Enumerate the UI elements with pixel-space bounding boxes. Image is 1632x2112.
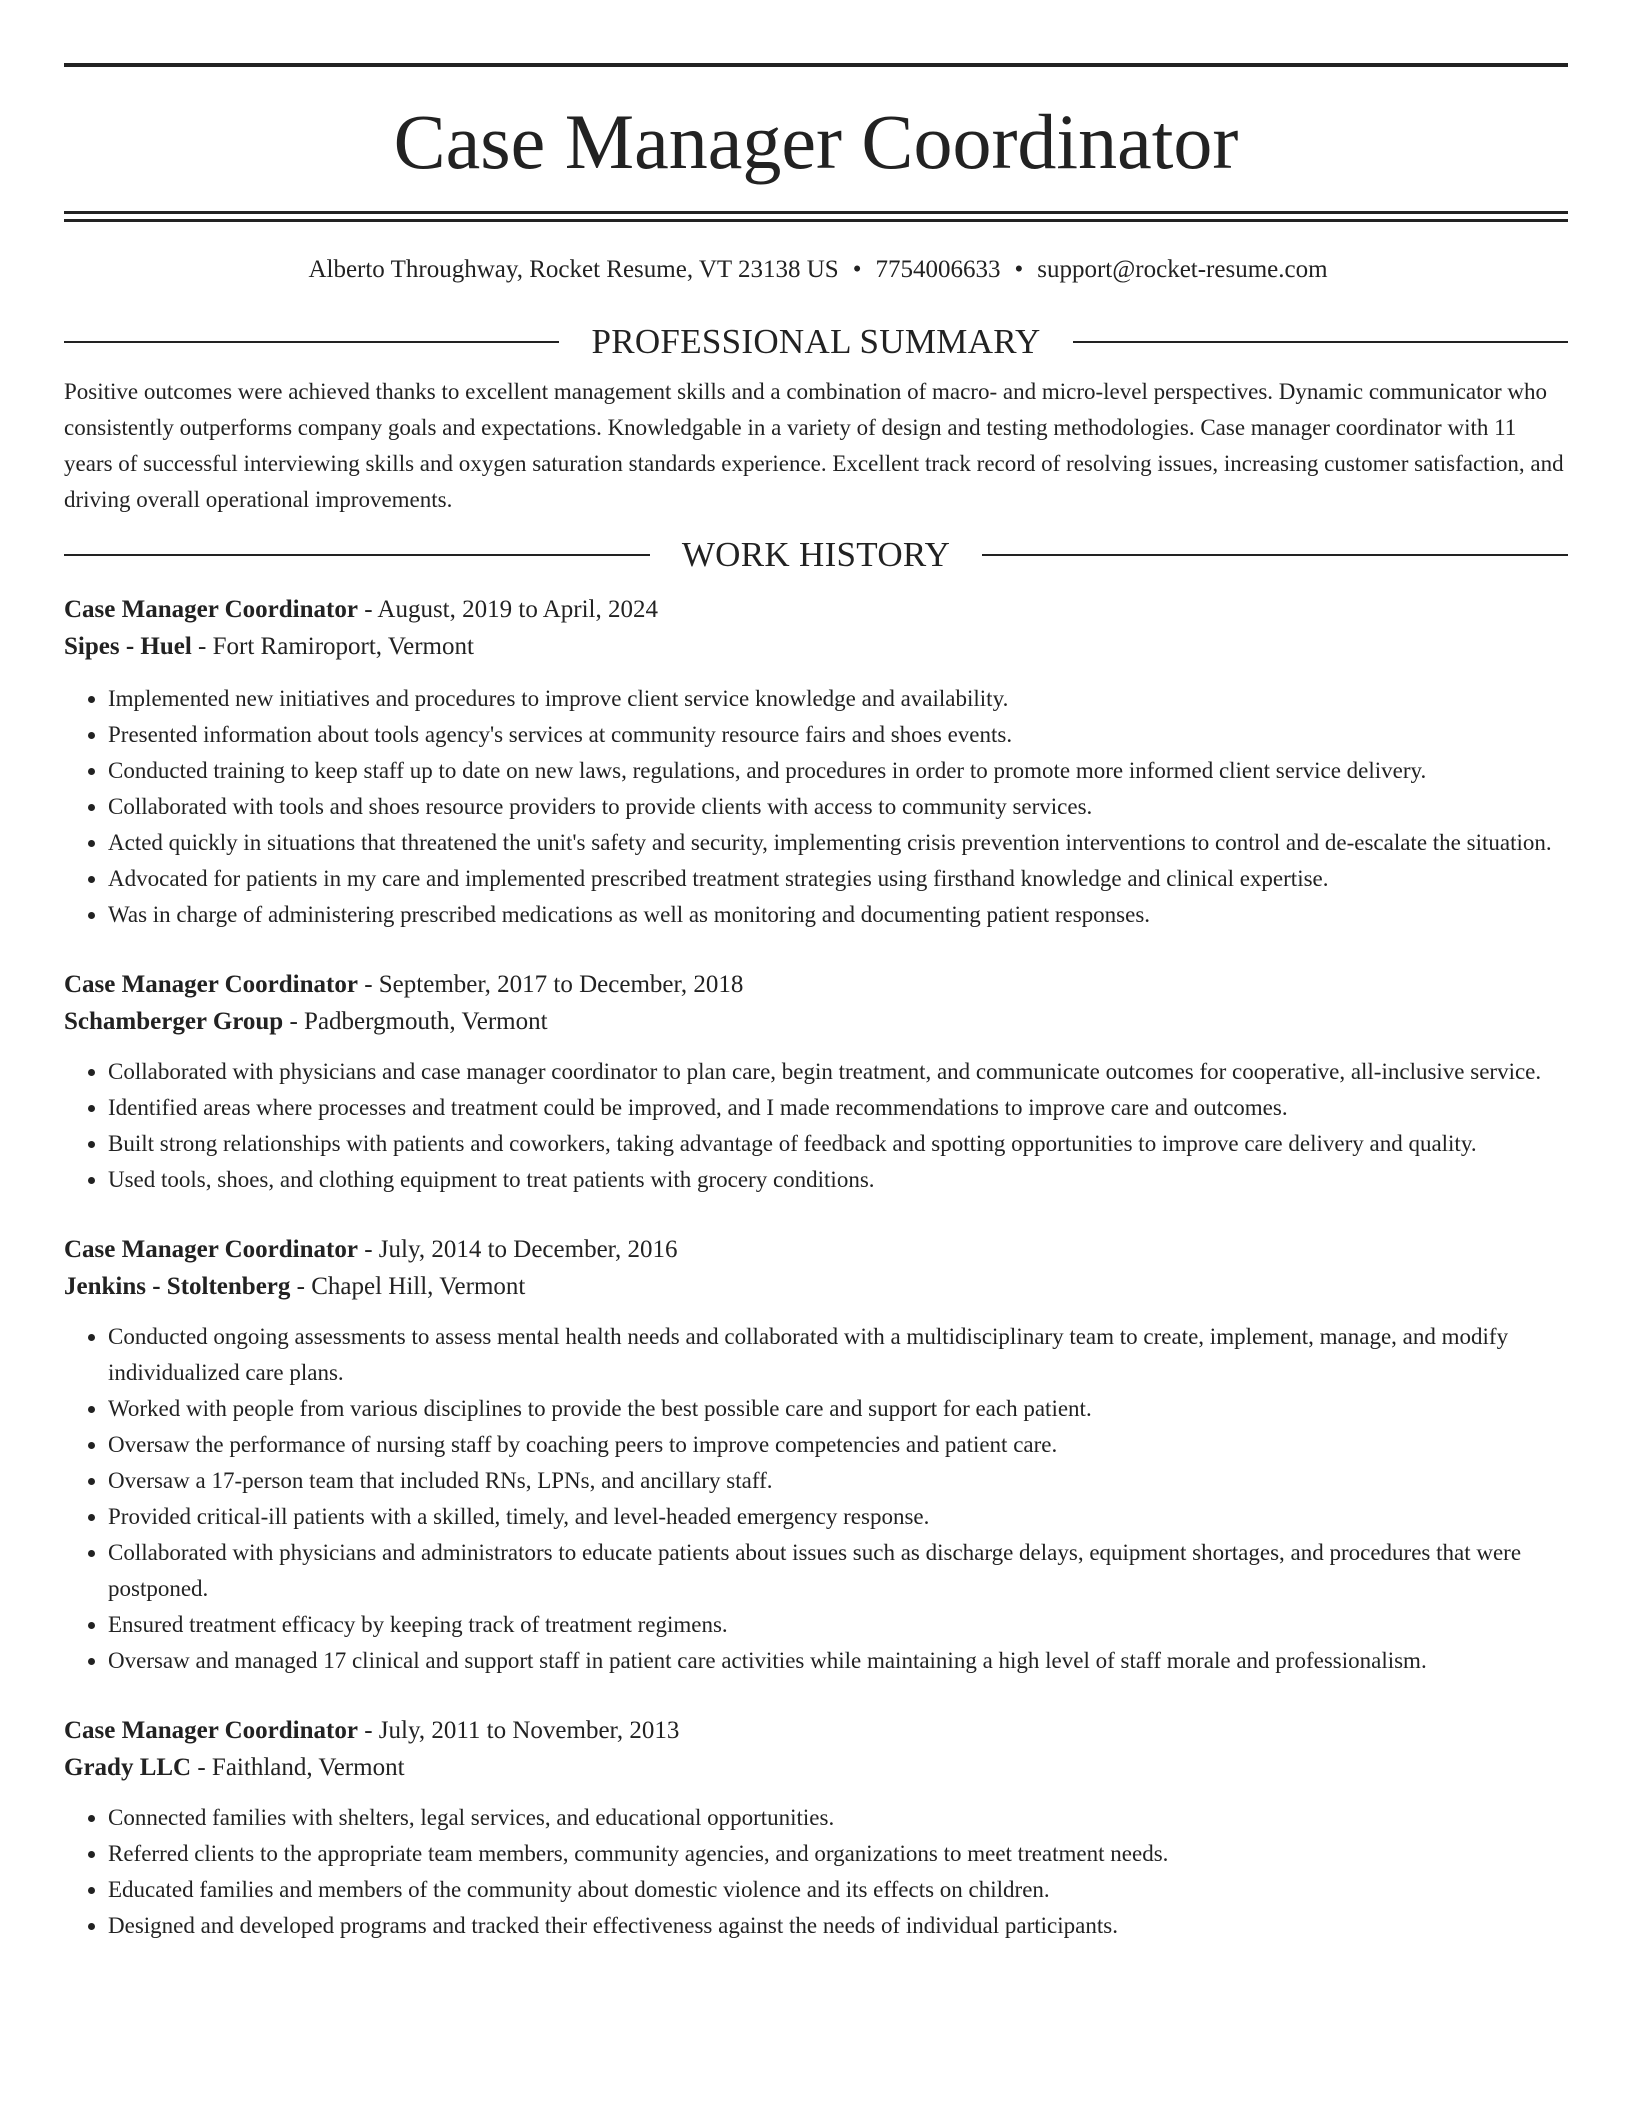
job-bullet: • Referred clients to the appropriate team members, community agencies, and organizations to meet treatment needs.	[108, 1836, 1568, 1872]
job-bullet: • Connected families with shelters, legal services, and educational opportunities.	[108, 1800, 1568, 1836]
job-dates: - September, 2017 to December, 2018	[357, 971, 744, 998]
contact-separator: •	[1014, 256, 1024, 283]
job-entry	[64, 1232, 1568, 1679]
resume-page	[64, 0, 1568, 1944]
job-entry	[64, 967, 1568, 1198]
job-title-line	[64, 1713, 1568, 1749]
job-title-line	[64, 967, 1568, 1003]
job-company-line	[64, 628, 1568, 666]
job-bullet: • Provided critical-ill patients with a skilled, timely, and level-headed emergency response.	[108, 1499, 1568, 1535]
job-location: - Chapel Hill, Vermont	[290, 1273, 526, 1300]
job-bullet: • Educated families and members of the community about domestic violence and its effects on children.	[108, 1872, 1568, 1908]
job-company-line	[64, 1003, 1568, 1041]
job-bullet: • Oversaw and managed 17 clinical and support staff in patient care activities while maintaining a high level of staff morale and professionalism.	[108, 1643, 1568, 1679]
job-bullets	[64, 1054, 1568, 1198]
job-bullet: • Designed and developed programs and tracked their effectiveness against the needs of individual participants.	[108, 1908, 1568, 1944]
page-title: Case Manager Coordinator	[393, 98, 1239, 185]
job-dates: - August, 2019 to April, 2024	[357, 596, 658, 623]
job-title: Case Manager Coordinator	[64, 1236, 358, 1263]
job-company-line	[64, 1268, 1568, 1306]
job-bullet: • Identified areas where processes and treatment could be improved, and I made recommendations to improve care and outcomes.	[108, 1090, 1568, 1126]
job-location: - Fort Ramiroport, Vermont	[191, 633, 474, 660]
job-bullet: • Conducted ongoing assessments to assess mental health needs and collaborated with a multidisciplinary team to create, implement, manage, and modify individualized care plans.	[108, 1319, 1568, 1391]
job-bullet: • Oversaw the performance of nursing staff by coaching peers to improve competencies and patient care.	[108, 1427, 1568, 1463]
job-entry	[64, 592, 1568, 933]
job-bullet: • Collaborated with physicians and case manager coordinator to plan care, begin treatment, and communicate outcomes for cooperative, all-inclusive service.	[108, 1054, 1568, 1090]
heading-rule-right	[1073, 341, 1568, 343]
job-company: Grady LLC	[64, 1754, 192, 1781]
job-bullet: • Acted quickly in situations that threatened the unit's safety and security, implementing crisis prevention interventions to control and de-escalate the situation.	[108, 825, 1568, 861]
job-company: Sipes - Huel	[64, 633, 192, 660]
job-title-line	[64, 1232, 1568, 1268]
summary-heading-row	[64, 322, 1568, 362]
job-title: Case Manager Coordinator	[64, 1717, 358, 1744]
header-double-rule	[64, 211, 1568, 222]
heading-rule-right	[982, 554, 1568, 556]
job-title-line	[64, 592, 1568, 628]
contact-line	[64, 255, 1568, 285]
job-dates: - July, 2011 to November, 2013	[357, 1717, 680, 1744]
job-title: Case Manager Coordinator	[64, 596, 358, 623]
job-bullets	[64, 1800, 1568, 1944]
work-history-heading-row	[64, 535, 1568, 575]
job-bullets	[64, 1319, 1568, 1679]
summary-text: Positive outcomes were achieved thanks to excellent management skills and a combination of macro- and micro-level perspectives. Dynamic communicator who consistently outperforms company goals and expectations. Knowledgable in a variety of design and testing methodologies. Case manager coordinator with 11 years of successful interviewing skills and oxygen saturation standards experience. Excellent track record of resolving issues, increasing customer satisfaction, and driving overall operational improvements.	[64, 379, 1564, 512]
job-company: Jenkins - Stoltenberg	[64, 1273, 291, 1300]
summary-heading: PROFESSIONAL SUMMARY	[591, 322, 1041, 361]
contact-phone: 7754006633	[875, 256, 1001, 283]
job-company: Schamberger Group	[64, 1008, 284, 1035]
job-bullets	[64, 681, 1568, 933]
contact-email: support@rocket-resume.com	[1037, 256, 1328, 283]
job-bullet: • Implemented new initiatives and procedures to improve client service knowledge and availability.	[108, 681, 1568, 717]
work-history-heading: WORK HISTORY	[681, 535, 951, 574]
job-bullet: • Collaborated with tools and shoes resource providers to provide clients with access to community services.	[108, 789, 1568, 825]
job-bullet: • Oversaw a 17-person team that included RNs, LPNs, and ancillary staff.	[108, 1463, 1568, 1499]
contact-address: Alberto Throughway, Rocket Resume, VT 23138 US	[308, 256, 839, 283]
job-dates: - July, 2014 to December, 2016	[357, 1236, 678, 1263]
job-location: - Padbergmouth, Vermont	[283, 1008, 548, 1035]
job-bullet: • Was in charge of administering prescribed medications as well as monitoring and documenting patient responses.	[108, 897, 1568, 933]
job-company-line	[64, 1749, 1568, 1787]
contact-separator: •	[852, 256, 862, 283]
job-bullet: • Conducted training to keep staff up to date on new laws, regulations, and procedures in order to promote more informed client service delivery.	[108, 753, 1568, 789]
job-location: - Faithland, Vermont	[191, 1754, 405, 1781]
heading-rule-left	[64, 341, 559, 343]
job-bullet: • Collaborated with physicians and administrators to educate patients about issues such as discharge delays, equipment shortages, and procedures that were postponed.	[108, 1535, 1568, 1607]
job-title: Case Manager Coordinator	[64, 971, 358, 998]
job-bullet: • Worked with people from various disciplines to provide the best possible care and support for each patient.	[108, 1391, 1568, 1427]
job-bullet: • Used tools, shoes, and clothing equipment to treat patients with grocery conditions.	[108, 1162, 1568, 1198]
header-top-rule	[64, 63, 1568, 67]
job-bullet: • Ensured treatment efficacy by keeping track of treatment regimens.	[108, 1607, 1568, 1643]
job-entry	[64, 1713, 1568, 1944]
job-bullet: • Presented information about tools agency's services at community resource fairs and shoes events.	[108, 717, 1568, 753]
job-bullet: • Advocated for patients in my care and implemented prescribed treatment strategies using firsthand knowledge and clinical expertise.	[108, 861, 1568, 897]
job-bullet: • Built strong relationships with patients and coworkers, taking advantage of feedback and spotting opportunities to improve care delivery and quality.	[108, 1126, 1568, 1162]
heading-rule-left	[64, 554, 650, 556]
